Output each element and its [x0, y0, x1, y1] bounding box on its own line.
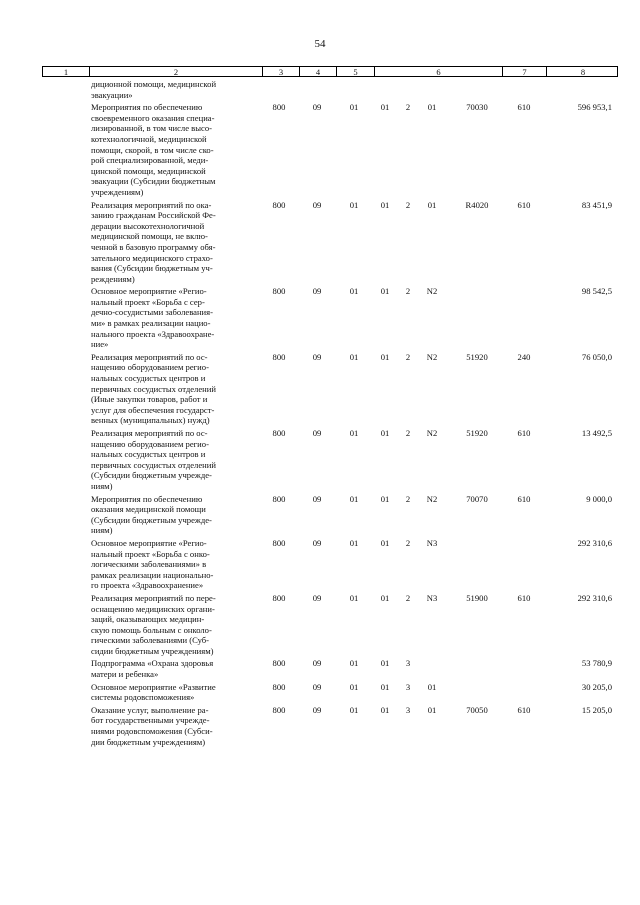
cell-description: Реализация мероприятий по ока- занию гражданам Российской Фе- дерации высокотехнологичной медицинской помощи, не вклю- ченной в базовую программу обя- зательного медицинского страхо- вания (Субсидии бюджетным уч- реждениям)	[91, 199, 216, 284]
cell-section: 09	[312, 537, 322, 548]
cell-admin-code: 800	[272, 592, 286, 603]
cell-description: диционной помощи, медицинской эвакуации»	[91, 79, 217, 100]
header-col-6: 6	[374, 67, 502, 76]
cell-section: 09	[312, 704, 322, 715]
cell-amount: 9 000,0	[586, 493, 612, 504]
cell-amount: 53 780,9	[581, 658, 612, 669]
cell-expense-type: 610	[517, 493, 531, 504]
cell-section: 09	[312, 199, 322, 210]
cell-admin-code: 800	[272, 537, 286, 548]
cell-admin-code: 800	[272, 102, 286, 113]
cell-expense-type: 610	[517, 199, 531, 210]
cell-description: Основное мероприятие «Регио- нальный проект «Борьба с онко- логическими заболеваниями» в рамках реализации национально- го проекта «Здравоохранение»	[91, 537, 214, 591]
header-col-2: 2	[89, 67, 262, 76]
table-row	[0, 284, 640, 350]
cell-admin-code: 800	[272, 286, 286, 297]
cell-expense-type: 610	[517, 102, 531, 113]
cell-event: 01	[427, 704, 437, 715]
cell-direction: 70050	[466, 704, 488, 715]
cell-subsection: 01	[349, 199, 359, 210]
cell-description: Реализация мероприятий по ос- нащению оборудованием регио- нальных сосудистых центров и первичных сосудистых отделений (Иные закупки товаров, работ и услуг для обеспечения государст- венных (муниципальных) нужд)	[91, 351, 216, 426]
cell-program: 01	[380, 681, 390, 692]
cell-direction: 70030	[466, 102, 488, 113]
table-row	[0, 100, 640, 197]
header-col-5: 5	[336, 67, 374, 76]
cell-subprogram: 2	[405, 199, 411, 210]
cell-subprogram: 2	[405, 592, 411, 603]
cell-program: 01	[380, 102, 390, 113]
cell-admin-code: 800	[272, 658, 286, 669]
cell-direction: 51920	[466, 428, 488, 438]
cell-amount: 98 542,5	[581, 286, 612, 297]
cell-program: 01	[380, 493, 390, 504]
cell-section: 09	[312, 428, 322, 438]
cell-program: 01	[380, 428, 390, 438]
cell-subprogram: 2	[405, 493, 411, 504]
cell-admin-code: 800	[272, 704, 286, 715]
cell-event: N2	[426, 493, 438, 504]
cell-program: 01	[380, 351, 390, 362]
cell-event: 01	[427, 199, 437, 210]
cell-admin-code: 800	[272, 493, 286, 504]
cell-section: 09	[312, 658, 322, 669]
table-row	[0, 198, 640, 285]
cell-subprogram: 2	[405, 102, 411, 113]
cell-event: N2	[426, 286, 438, 297]
cell-section: 09	[312, 592, 322, 603]
cell-subprogram: 2	[405, 537, 411, 548]
cell-admin-code: 800	[272, 351, 286, 362]
cell-subsection: 01	[349, 658, 359, 669]
cell-subsection: 01	[349, 681, 359, 692]
cell-program: 01	[380, 537, 390, 548]
cell-description: Реализация мероприятий по ос- нащению оборудованием регио- нальных сосудистых центров и первичных сосудистых отделений (Субсидии бюджетным учрежде- ниям)	[91, 428, 216, 491]
cell-direction: 51900	[466, 592, 488, 603]
header-col-1: 1	[63, 67, 69, 77]
cell-direction: 70070	[466, 493, 488, 504]
cell-amount: 76 050,0	[581, 351, 612, 362]
page-number: 54	[314, 38, 326, 50]
cell-expense-type: 610	[517, 704, 531, 715]
cell-expense-type: 240	[517, 351, 531, 362]
cell-description: Основное мероприятие «Развитие системы родовспоможения»	[91, 681, 216, 703]
header-col-3: 3	[262, 67, 299, 76]
cell-amount: 13 492,5	[581, 428, 612, 438]
cell-direction: 51920	[466, 351, 488, 362]
table-row	[0, 591, 640, 657]
cell-subprogram: 2	[405, 428, 411, 438]
cell-subsection: 01	[349, 537, 359, 548]
cell-subprogram: 3	[405, 704, 411, 715]
cell-section: 09	[312, 286, 322, 297]
cell-subsection: 01	[349, 102, 359, 113]
cell-subprogram: 2	[405, 351, 411, 362]
header-col-7: 7	[502, 67, 546, 76]
table-body	[0, 77, 640, 747]
cell-subsection: 01	[349, 592, 359, 603]
cell-amount: 596 953,1	[577, 102, 612, 113]
table-row	[0, 350, 640, 426]
cell-amount: 30 205,0	[581, 681, 612, 692]
table-row	[0, 492, 640, 536]
table-row	[0, 536, 640, 591]
cell-program: 01	[380, 286, 390, 297]
cell-section: 09	[312, 493, 322, 504]
cell-program: 01	[380, 704, 390, 715]
cell-expense-type: 610	[517, 428, 531, 438]
cell-admin-code: 800	[272, 428, 286, 438]
table-header-row	[42, 66, 618, 77]
cell-section: 09	[312, 102, 322, 113]
table-row	[0, 77, 640, 100]
header-col-4: 4	[299, 67, 336, 76]
cell-event: N2	[426, 428, 438, 438]
cell-subsection: 01	[349, 704, 359, 715]
cell-direction: R4020	[465, 199, 489, 210]
cell-event: N3	[426, 592, 438, 603]
cell-amount: 292 310,6	[577, 592, 612, 603]
cell-event: N2	[426, 351, 438, 362]
cell-program: 01	[380, 199, 390, 210]
table-row	[0, 426, 640, 492]
table-row	[0, 656, 640, 679]
cell-description: Подпрограмма «Охрана здоровья матери и ребенка»	[91, 658, 214, 680]
cell-description: Основное мероприятие «Регио- нальный проект «Борьба с сер- дечно-сосудистыми заболевания- ми» в рамках реализации нацио- нального проекта «Здравоохране- ние»	[91, 286, 215, 350]
cell-program: 01	[380, 658, 390, 669]
cell-description: Мероприятия по обеспечению оказания медицинской помощи (Субсидии бюджетным учрежде- ниям)	[91, 493, 212, 536]
cell-section: 09	[312, 351, 322, 362]
cell-subsection: 01	[349, 351, 359, 362]
cell-event: 01	[427, 681, 437, 692]
cell-description: Мероприятия по обеспечению своевременного оказания специа- лизированной, в том числе высо- котехнологичной, медицинской помощи, скорой, в том числе ско- рой специализированной, меди- цинской помощи, медицинской эвакуации (Субсидии бюджетным учреждениям)	[91, 102, 216, 197]
cell-description: Реализация мероприятий по пере- оснащению медицинских органи- заций, оказывающих медицин- скую помощь больным с онколо- гическими заболеваниями (Суб- сидии бюджетным учреждениям)	[91, 592, 216, 656]
cell-amount: 15 205,0	[581, 704, 612, 715]
cell-event: 01	[427, 102, 437, 113]
cell-admin-code: 800	[272, 681, 286, 692]
cell-subsection: 01	[349, 428, 359, 438]
cell-subsection: 01	[349, 493, 359, 504]
cell-amount: 83 451,9	[581, 199, 612, 210]
cell-event: N3	[426, 537, 438, 548]
table-row	[0, 680, 640, 703]
table-row	[0, 703, 640, 747]
cell-description: Оказание услуг, выполнение ра- бот государственными учрежде- ниями родовспоможения (Субси- дии бюджетным учреждениям)	[91, 704, 213, 747]
cell-amount: 292 310,6	[577, 537, 612, 548]
cell-subprogram: 3	[405, 658, 411, 669]
cell-program: 01	[380, 592, 390, 603]
cell-subprogram: 2	[405, 286, 411, 297]
cell-subprogram: 3	[405, 681, 411, 692]
cell-admin-code: 800	[272, 199, 286, 210]
header-col-8: 8	[546, 67, 619, 76]
cell-subsection: 01	[349, 286, 359, 297]
cell-section: 09	[312, 681, 322, 692]
cell-expense-type: 610	[517, 592, 531, 603]
